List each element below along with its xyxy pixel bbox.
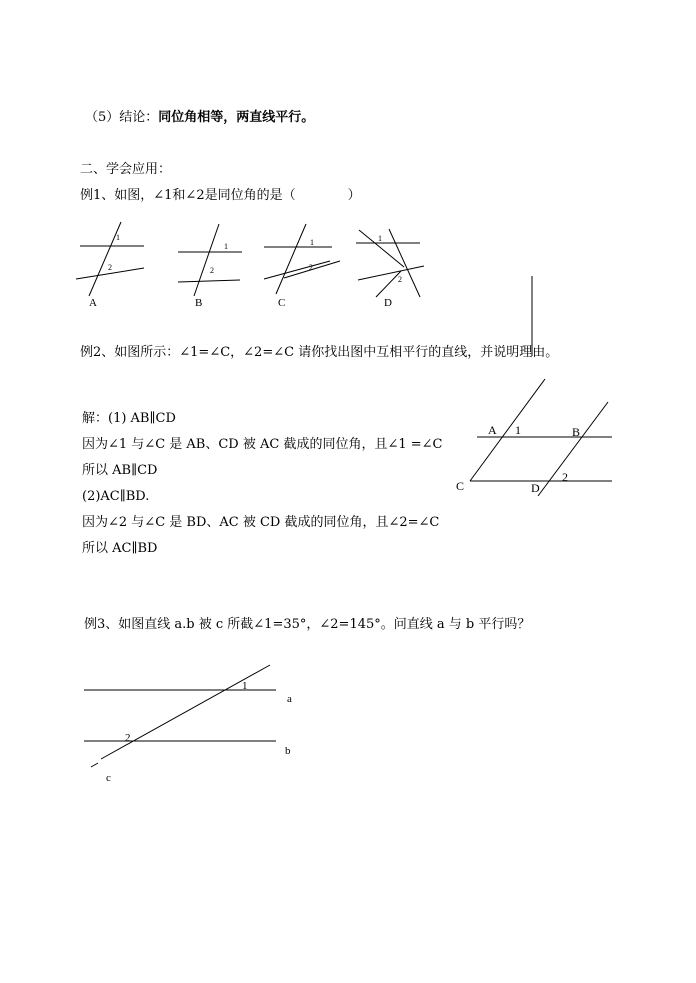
ex2-label-b: B [572,425,581,439]
conclusion-statement: 同位角相等，两直线平行。 [158,110,315,125]
section-heading: 二、学会应用： [80,162,172,177]
ex2-angle2: 2 [562,470,568,484]
conclusion-prefix: （5）结论： [85,110,159,125]
ex3-angle2: 2 [125,732,131,744]
solution-line: 所以 AC∥BD [82,541,158,556]
ex2-label-d: D [531,481,540,495]
example3-question: 例3、如图直线 a.b 被 c 所截∠1=35°，∠2=145°。问直线 a 与 b 平行吗？ [84,617,531,632]
fig-b-angle2: 2 [210,266,214,275]
fig-c-angle2: 2 [309,263,313,272]
fig-b-angle1: 1 [224,242,228,251]
fig-a-angle2: 2 [108,263,112,272]
fig-d-angle2: 2 [398,275,402,284]
example2-question: 例2、如图所示：∠1=∠C，∠2=∠C 请你找出图中互相平行的直线，并说明理由。 [80,345,559,360]
example1-question: 例1、如图，∠1和∠2是同位角的是（ ） [80,188,361,203]
ex3-angle1: 1 [242,680,248,692]
fig-label-d: D [384,297,392,309]
ex3-label-b: b [285,745,291,757]
solution-line: 因为∠1 与∠C 是 AB、CD 被 AC 截成的同位角，且∠1 =∠C [82,437,443,452]
ex2-label-a: A [488,423,497,437]
fig-a-angle1: 1 [116,233,120,242]
fig-d-angle1: 1 [378,234,382,243]
ex2-angle1: 1 [515,423,521,437]
solution-line: 因为∠2 与∠C 是 BD、AC 被 CD 截成的同位角，且∠2=∠C [82,515,440,530]
fig-label-b: B [195,297,203,309]
fig-label-a: A [89,297,97,309]
ex2-label-c: C [456,479,465,493]
fig-label-c: C [278,297,286,309]
ex3-label-a: a [287,693,292,705]
ex3-label-c: c [106,772,111,784]
solution-line: 解：(1) AB∥CD [82,411,176,426]
fig-c-angle1: 1 [310,238,314,247]
solution-line: (2)AC∥BD. [82,489,150,504]
solution-line: 所以 AB∥CD [82,463,158,478]
